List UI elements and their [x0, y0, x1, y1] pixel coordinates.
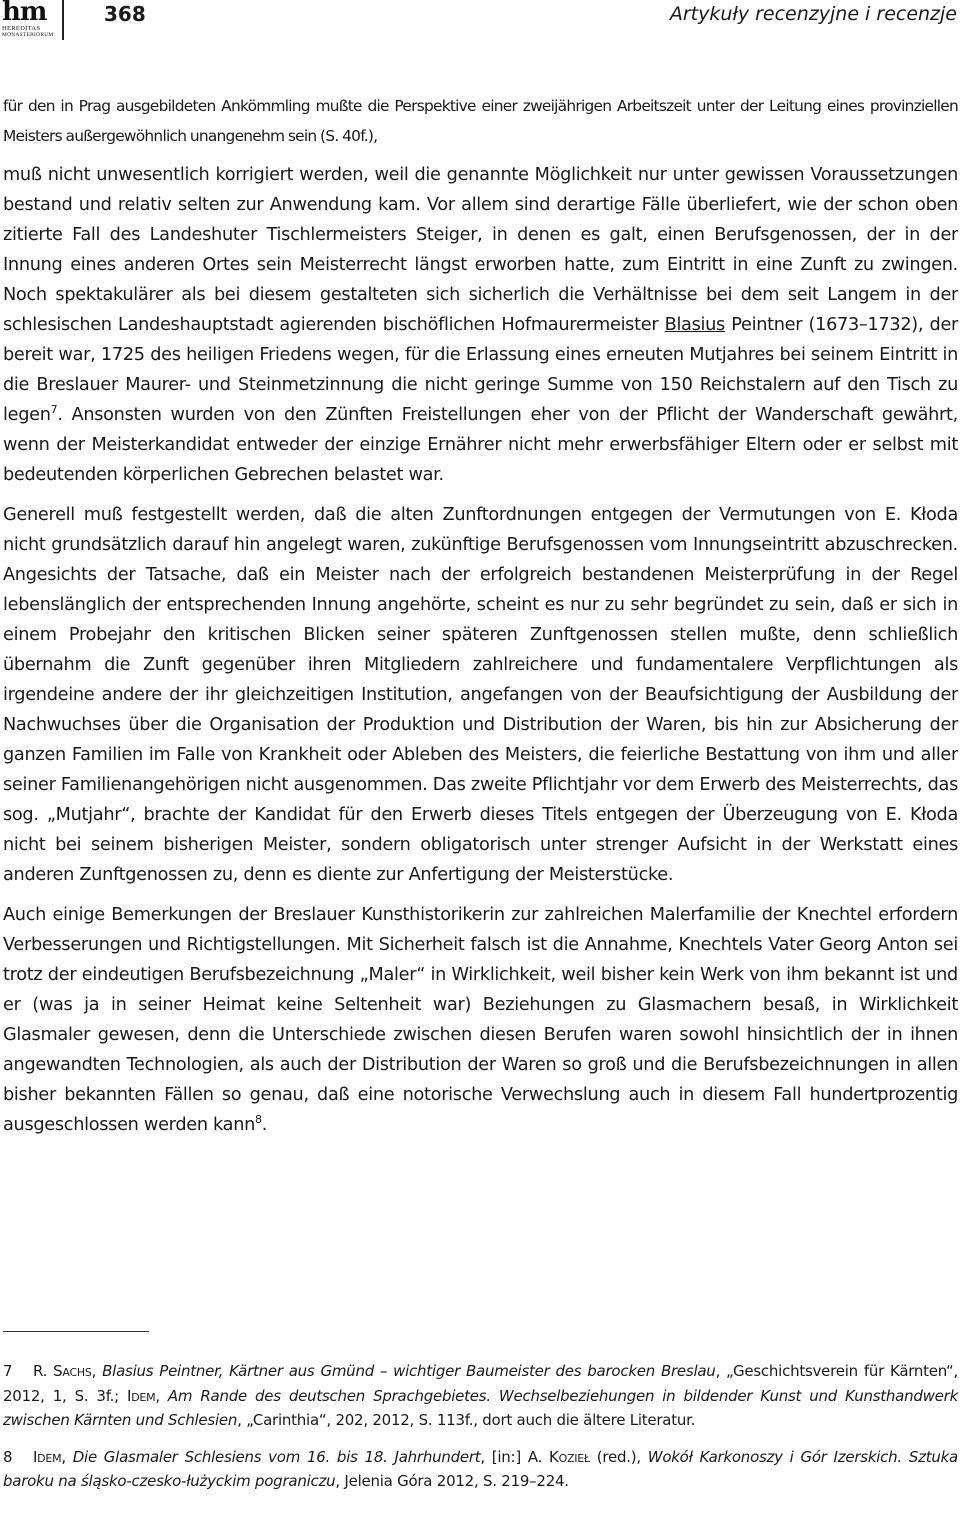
logo-text-hereditas: HEREDITAS — [2, 25, 41, 32]
footnote-number: 7 — [3, 1362, 13, 1380]
footnote-title: Am Rande des deutschen Sprachgebietes. Wechselbeziehungen in bildender Kunst und Kunsthandwerk zwischen Kärnten und Schlesien — [3, 1386, 959, 1430]
footnote-source: , „Geschichtsverein für Kärnten“, 2012, 1, S. 3f.; — [3, 1362, 958, 1405]
paragraph-1-part-a: muß nicht unwesentlich korrigiert werden, weil die genannte Möglichkeit nur unter gewissen Voraussetzungen bestand und relativ selten zur Anwendung kam. Vor allem sind derartige Fälle überliefert, wie der schon oben zitierte Fall des Landeshuter Tischlermeisters Steiger, in denen es galt, einen Berufsgenossen, der in der Innung eines anderen Ortes sein Meisterrecht längst erworben hatte, zum Eintritt in eine Zunft zu zwingen. Noch spektakulärer als bei diesem gestalteten sich sicherlich die Verhältnisse bei dem seit Langem in der schlesischen Landeshauptstadt agierenden bischöflichen Hofmaurermeister — [3, 165, 958, 335]
body-text — [3, 160, 958, 1140]
paragraph-3 — [3, 900, 958, 1140]
block-quote: für den in Prag ausgebildeten Ankömmling mußte die Perspektive einer zweijährigen Arbeitszeit unter der Leitung eines provinziellen Meisters außergewöhnlich unangenehm sein (S. 40f.), — [3, 97, 958, 145]
footnote-source: , „Carinthia“, 202, 2012, S. 113f., dort auch die ältere Literatur. — [237, 1411, 696, 1430]
footnote-ref-7[interactable]: 7 — [50, 403, 58, 416]
logo-text-monasteriorum: MONASTERIORUM — [2, 32, 54, 38]
paragraph-3-part-a: Auch einige Bemerkungen der Breslauer Kunsthistorikerin zur zahlreichen Malerfamilie der Knechtel erfordern Verbesserungen und Richtigstellungen. Mit Sicherheit falsch ist die Annahme, Knechtels Vater Georg Anton sei trotz der eindeutigen Berufsbezeichnung „Maler“ in Wirklichkeit, weil bisher kein Werk von ihm bekannt ist und er (was ja in seiner Heimat keine Seltenheit war) Beziehungen zu Glasmachern besaß, in Wirklichkeit Glasmaler gewesen, denn die Unterschiede zwischen diesen Berufen waren sowohl hinsichtlich der in ihnen angewandten Technologien, als auch der Distribution der Waren so groß und die Berufsbezeichnungen in allen bisher bekannten Fällen so genau, daß eine notorische Verwechslung auch in diesem Fall hundertprozentig ausgeschlossen werden kann — [3, 905, 958, 1135]
footnote-author: Idem — [33, 1447, 62, 1466]
logo-mark: hm — [2, 0, 47, 27]
footnote-source: , [in:] A. — [480, 1447, 549, 1466]
footnote-author: Idem — [127, 1386, 156, 1405]
footnote-number: 8 — [3, 1447, 13, 1466]
running-title: Artykuły recenzyjne i recenzje — [669, 3, 957, 25]
hereditas-monasteriorum-logo — [0, 0, 58, 40]
footnote-author: Sachs — [53, 1362, 92, 1380]
footnote-separator — [3, 1331, 149, 1332]
page-number: 368 — [104, 2, 146, 26]
footnote-7: 7 R. Sachs, Blasius Peintner, Kärtner aus Gmünd – wichtiger Baumeister des barocken Breslau, „Geschichtsverein für Kärnten“, 2012, 1, S. 3f.; Idem, Am Rande des deutschen Sprachgebietes. Wechselbeziehungen in bildender Kunst und Kunsthandwerk zwischen Kärnten und Schlesien, „Carinthia“, 202, 2012, S. 113f., dort auch die ältere Literatur. — [3, 1359, 958, 1433]
footnotes — [3, 1359, 958, 1506]
footnote-ref-8[interactable]: 8 — [255, 1113, 262, 1126]
footnote-title: Wokół Karkonoszy i Gór Izerskich. Sztuka baroku na śląsko-czesko-łużyckim pograniczu — [3, 1447, 958, 1491]
underlined-name-blasius: Blasius — [664, 315, 725, 335]
footnote-8: 8 Idem, Die Glasmaler Schlesiens vom 16. bis 18. Jahrhundert, [in:] A. Kozieł (red.), Wokół Karkonoszy i Gór Izerskich. Sztuka baroku na śląsko-czesko-łużyckim pograniczu, Jelenia Góra 2012, S. 219–224. — [3, 1445, 958, 1494]
footnote-editor: Kozieł — [548, 1447, 590, 1466]
footnote-author-initial: R. — [33, 1362, 54, 1380]
footnote-title: Blasius Peintner, Kärtner aus Gmünd – wichtiger Baumeister des barocken Breslau — [102, 1362, 716, 1380]
footnote-source: , Jelenia Góra 2012, S. 219–224. — [335, 1472, 569, 1491]
footnote-title: Die Glasmaler Schlesiens vom 16. bis 18. Jahrhundert — [72, 1447, 481, 1466]
footnote-source: (red.), — [589, 1447, 648, 1466]
paragraph-3-part-b: . — [261, 1115, 268, 1135]
paragraph-1-part-c: . Ansonsten wurden von den Zünften Freistellungen eher von der Pflicht der Wanderschaft gewährt, wenn der Meisterkandidat entweder der einzige Ernährer nicht mehr erwerbsfähiger Eltern oder er selbst mit bedeutenden körperlichen Gebrechen belastet war. — [3, 405, 958, 485]
paragraph-1 — [3, 160, 958, 490]
paragraph-2: Generell muß festgestellt werden, daß die alten Zunftordnungen entgegen der Vermutungen von E. Kłoda nicht grundsätzlich darauf hin angelegt waren, zukünftige Berufsgenossen vom Innungseintritt abzuschrecken. Angesichts der Tatsache, daß ein Meister nach der erfolgreich bestandenen Meisterprüfung in der Regel lebenslänglich der entsprechenden Innung angehörte, scheint es nur zu sehr begründet zu sein, daß er sich in einem Probejahr den kritischen Blicken seiner späteren Zunftgenossen stellen mußte, denn schließlich übernahm die Zunft gegenüber ihren Mitgliedern zahlreichere und fundamentalere Verpflichtungen als irgendeine andere der ihr gleichzeitigen Institution, angefangen von der Beaufsichtigung der Ausbildung der Nachwuchses über die Organisation der Produktion und Distribution der Waren, bis hin zur Absicherung der ganzen Familien im Falle von Krankheit oder Ableben des Meisters, die feierliche Bestattung von ihm und aller seiner Familienangehörigen nicht ausgenommen. Das zweite Pflichtjahr vor dem Erwerb des Meisterrechts, das sog. „Mutjahr“, brachte der Kandidat für den Erwerb dieses Titels entgegen der Überzeugung von E. Kłoda nicht bei seinem bisherigen Meister, sondern obligatorisch unter strenger Aufsicht in der Werkstatt eines anderen Zunftgenossen zu, denn es diente zur Anfertigung der Meisterstücke. — [3, 505, 958, 885]
paragraph-1-part-b: Peintner (1673–1732), der bereit war, 1725 des heiligen Friedens wegen, für die Erlassung eines erneuten Mutjahres bei seinem Eintritt in die Breslauer Maurer- und Steinmetzinnung die nicht geringe Summe von 150 Reichstalern auf den Tisch zu legen — [3, 315, 958, 425]
page-header — [0, 0, 960, 44]
header-divider — [62, 0, 64, 40]
